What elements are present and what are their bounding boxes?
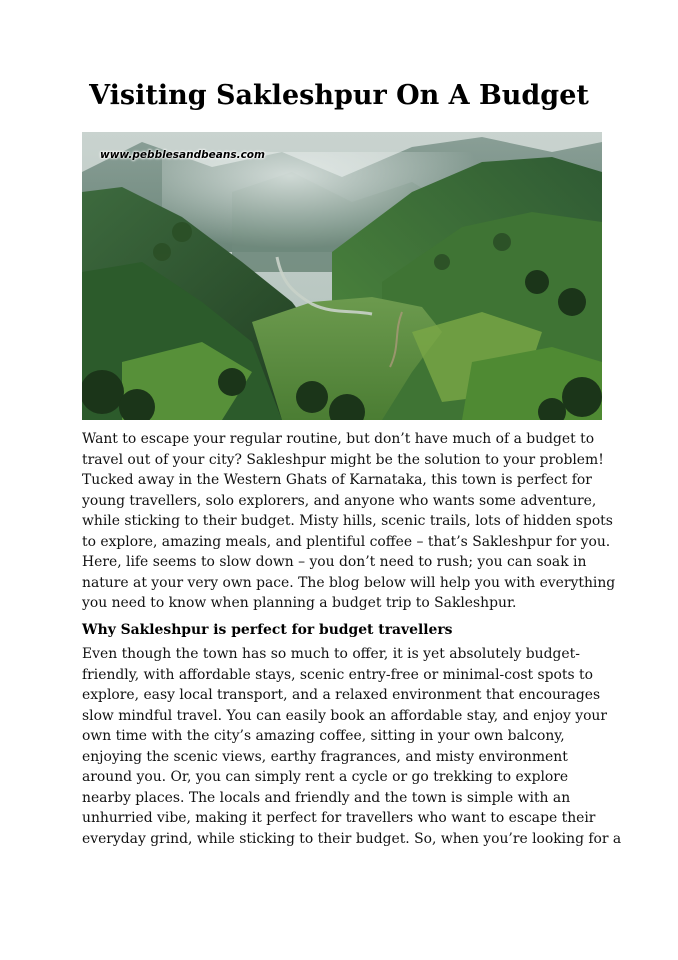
section-line: Even though the town has so much to offer, it is yet absolutely budget- xyxy=(82,646,580,662)
section-line: slow mindful travel. You can easily book an affordable stay, and enjoy your xyxy=(82,707,608,724)
intro-line: Want to escape your regular routine, but don’t have much of a budget to xyxy=(82,431,595,447)
intro-line: Tucked away in the Western Ghats of Karnataka, this town is perfect for xyxy=(82,472,592,488)
section-line: around you. Or, you can simply rent a cycle or go trekking to explore xyxy=(82,769,569,785)
intro-line: while sticking to their budget. Misty hills, scenic trails, lots of hidden spots xyxy=(82,513,613,529)
section-line: friendly, with affordable stays, scenic entry-free or minimal-cost spots to xyxy=(82,666,593,683)
image-watermark: www.pebblesandbeans.com xyxy=(100,149,265,161)
intro-line: you need to know when planning a budget trip to Sakleshpur. xyxy=(82,595,517,611)
intro-paragraph xyxy=(82,429,616,614)
section-line: everyday grind, while sticking to their budget. So, when you’re looking for a xyxy=(82,830,622,847)
section-line: unhurried vibe, making it perfect for travellers who want to escape their xyxy=(82,810,596,826)
section-heading: Why Sakleshpur is perfect for budget travellers xyxy=(82,622,453,638)
intro-line: to explore, amazing meals, and plentiful coffee – that’s Sakleshpur for you. xyxy=(82,533,611,550)
valley-landscape-image xyxy=(82,132,602,420)
hero-image xyxy=(82,132,602,420)
section-line: nearby places. The locals and friendly and the town is simple with an xyxy=(82,789,571,806)
section-line: explore, easy local transport, and a relaxed environment that encourages xyxy=(82,687,601,703)
intro-line: young travellers, solo explorers, and anyone who wants some adventure, xyxy=(82,492,597,509)
intro-line: nature at your very own pace. The blog below will help you with everything xyxy=(82,574,616,591)
section-paragraph xyxy=(82,644,622,849)
page-title: Visiting Sakleshpur On A Budget xyxy=(89,80,589,111)
section-line: enjoying the scenic views, earthy fragrances, and misty environment xyxy=(82,748,568,765)
intro-line: travel out of your city? Sakleshpur might be the solution to your problem! xyxy=(82,451,604,468)
intro-line: Here, life seems to slow down – you don’t need to rush; you can soak in xyxy=(82,554,587,570)
section-line: own time with the city’s amazing coffee, sitting in your own balcony, xyxy=(82,728,565,744)
